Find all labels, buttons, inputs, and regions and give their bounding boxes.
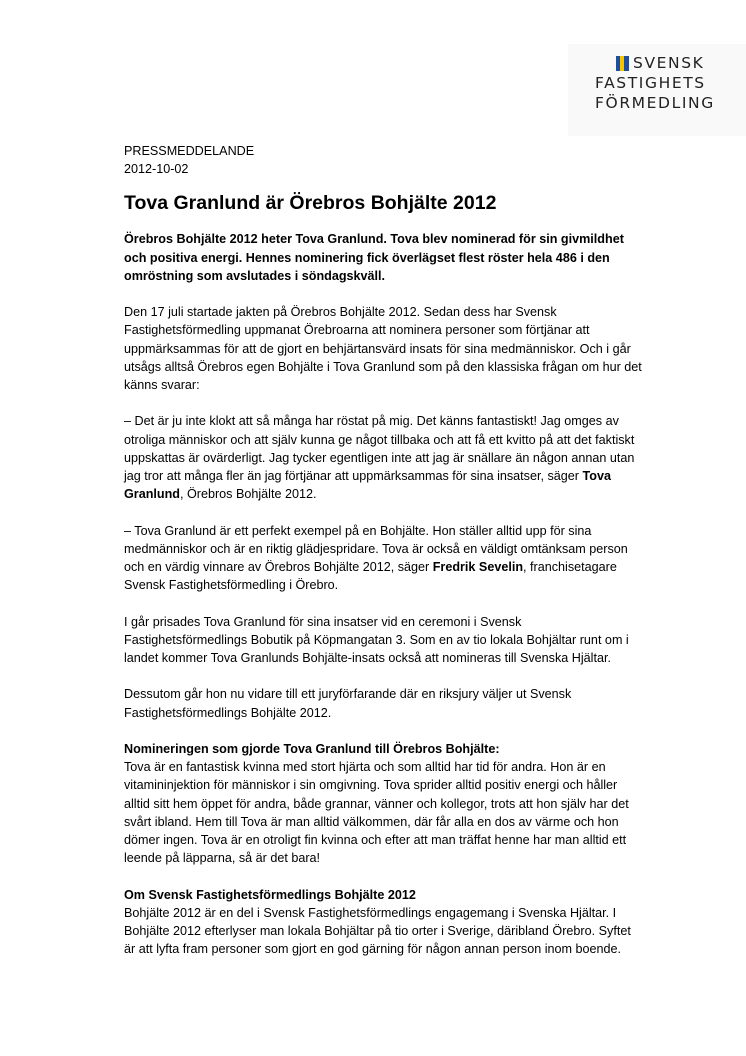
page-title: Tova Granlund är Örebros Bohjälte 2012 <box>124 192 497 215</box>
quote-2-text: – Tova Granlund är ett perfekt exempel på en Bohjälte. Hon ställer alltid upp för sina medmänniskor och är en riktig glädjespridare. Tova är också en väldigt omtänksam person och en värdig vinnare av Örebros Bohjälte 2012, säger <box>124 523 628 575</box>
jury-paragraph: Dessutom går hon nu vidare till ett juryförfarande där en riksjury väljer ut Svensk Fastighetsförmedlings Bohjälte 2012. <box>124 687 572 720</box>
logo-text-line1: SVENSK <box>633 54 705 72</box>
logo-text-line3: FÖRMEDLING <box>595 94 715 112</box>
swedish-flag-icon <box>616 56 629 71</box>
lead-paragraph: Örebros Bohjälte 2012 heter Tova Granlund. Tova blev nominerad för sin givmildhet och positiva energi. Hennes nominering fick överlägset flest röster hela 486 i den omröstning som avslutades i söndagskväll. <box>124 232 624 283</box>
quote-1-speaker: Tova Granlund <box>124 469 611 502</box>
quote-2-suffix: , franchisetagare Svensk Fastighetsförmedling i Örebro. <box>124 560 617 593</box>
about-heading: Om Svensk Fastighetsförmedlings Bohjälte 2012 <box>124 887 416 902</box>
nomination-section <box>124 740 644 867</box>
quote-2-speaker: Fredrik Sevelin <box>432 560 524 575</box>
quote-1-suffix: , Örebros Bohjälte 2012. <box>179 487 317 502</box>
press-release-body <box>124 142 644 977</box>
nomination-text: Tova är en fantastisk kvinna med stort hjärta och som alltid har tid för andra. Hon är en vitamininjektion för människor i sin omgivning. Tova sprider alltid positiv energi och håller alltid sitt hem öppet för andra, både grannar, vänner och kollegor, trots att hon själv har det svårt ibland. Hem till Tova är man alltid välkommen, där får alla en dos av värme och hon dömer ingen. Tova är en otroligt fin kvinna och efter att man träffat henne har man alltid ett leende på läpparna, så är det bara! <box>124 760 629 866</box>
nomination-heading: Nomineringen som gjorde Tova Granlund till Örebros Bohjälte: <box>124 742 500 756</box>
quote-1-text: – Det är ju inte klokt att så många har röstat på mig. Det känns fantastiskt! Jag omges av otroliga människor och att själv kunna ge något tillbaka och att få ett kvitto på att det faktiskt uppskattas är ovärderligt. Jag tycker egentligen inte att jag är snällare än någon annan utan jag tror att många fler än jag förtjänar att uppmärksammas för sina insatser, säger <box>124 414 635 484</box>
ceremony-paragraph: I går prisades Tova Granlund för sina insatser vid en ceremoni i Svensk Fastighetsförmedlings Bobutik på Köpmangatan 3. Som en av tio lokala Bohjältar runt om i landet kommer Tova Granlunds Bohjälte-insats också att nomineras till Svenska Hjältar. <box>124 614 629 666</box>
quote-paragraph-1 <box>124 412 644 503</box>
document-type-label: PRESSMEDDELANDE <box>124 144 255 158</box>
about-section <box>124 886 644 959</box>
release-date: 2012-10-02 <box>124 162 189 177</box>
about-text: Bohjälte 2012 är en del i Svensk Fastighetsförmedlings engagemang i Svenska Hjältar. I Bohjälte 2012 efterlyser man lokala Bohjältar på tio orter i Sverige, däribland Örebro. Syftet är att lyfta fram personer som gjort en god gärning för någon annan person inom boende. <box>124 905 631 957</box>
quote-paragraph-2 <box>124 522 644 595</box>
intro-paragraph: Den 17 juli startade jakten på Örebros Bohjälte 2012. Sedan dess har Svensk Fastighetsförmedling uppmanat Örebroarna att nominera personer som förtjänar att uppmärksammas för att de gjort en behjärtansvärd insats för sina medmänniskor. Och i går utsågs alltså Örebros egen Bohjälte i Tova Granlund som på den klassiska frågan om hur det känns svarar: <box>124 305 642 393</box>
company-logo <box>568 44 746 136</box>
logo-text-line2: FASTIGHETS <box>595 74 706 92</box>
